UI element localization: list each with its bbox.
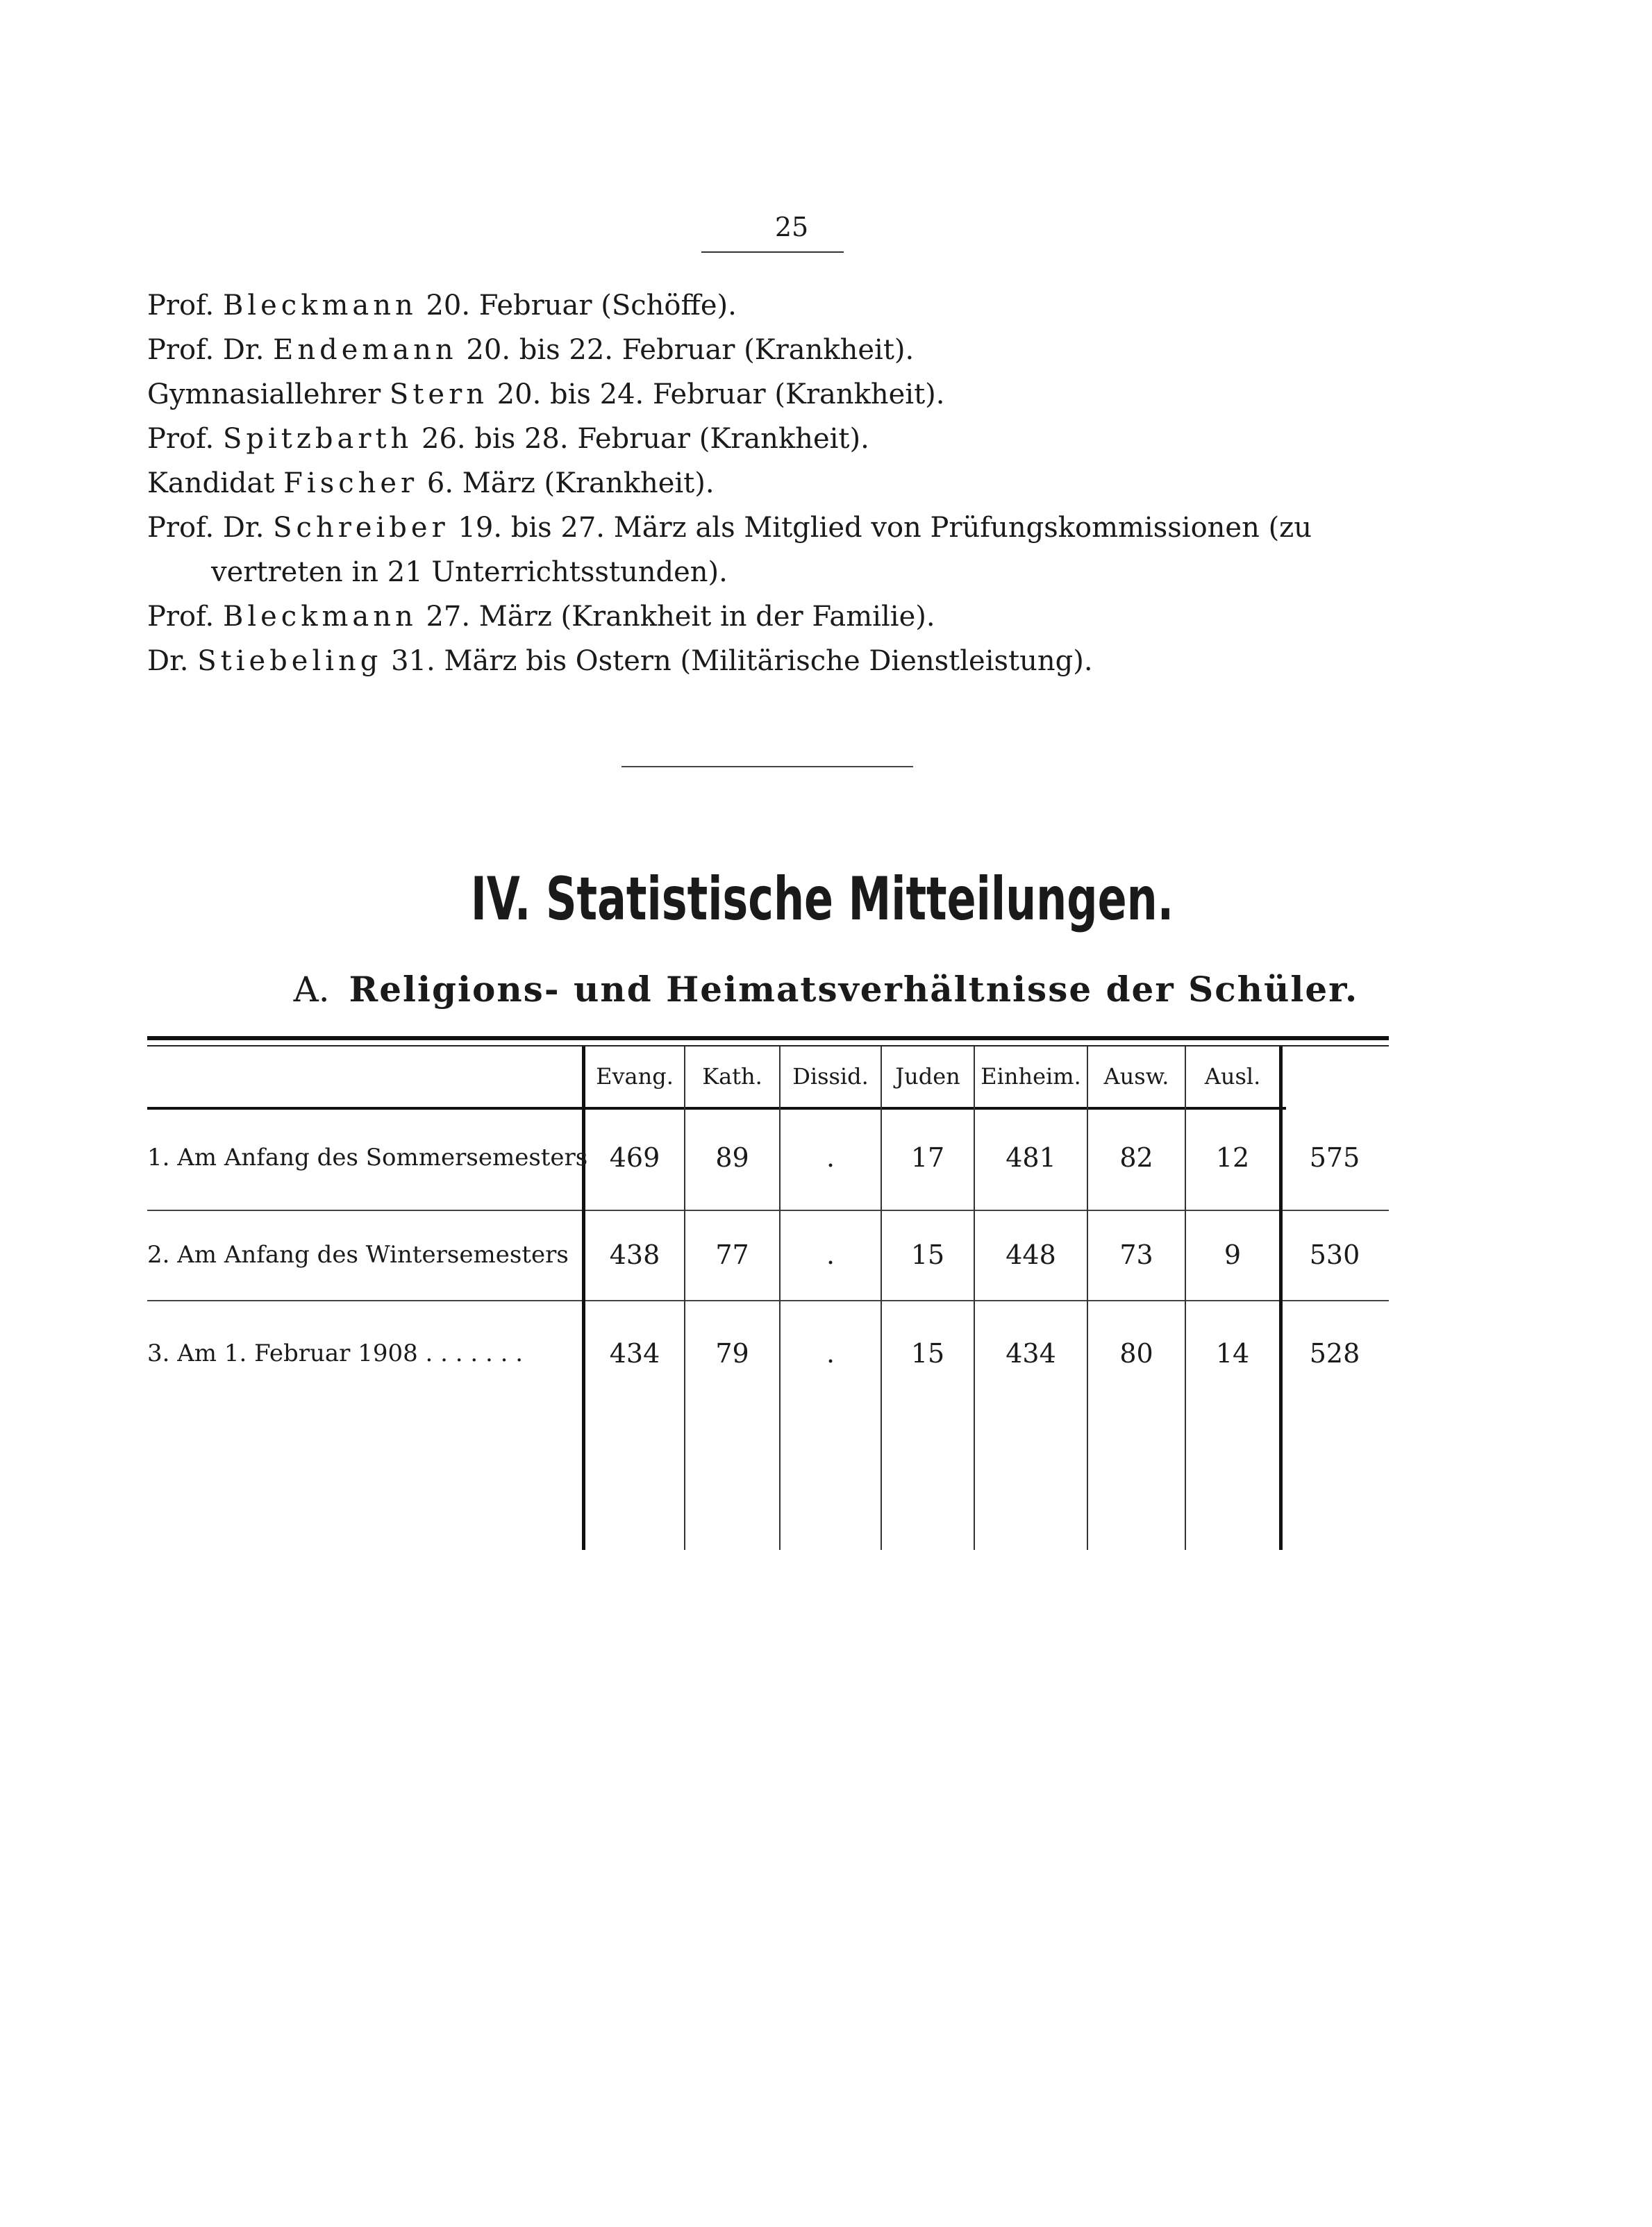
row-label: 3. Am 1. Februar 1908 . . . . . . . [147, 1340, 524, 1367]
row-rule [147, 1300, 1389, 1301]
absence-name: Fischer [283, 467, 419, 499]
table-cell: 438 [609, 1240, 660, 1270]
absence-detail: 19. bis 27. März als Mitglied von Prüfungskommissionen (zu [458, 512, 1312, 544]
column-rule [1185, 1046, 1186, 1550]
column-rule [1087, 1046, 1088, 1550]
table-cell-total: 530 [1309, 1240, 1360, 1270]
column-header-einheim: Einheim. [981, 1063, 1081, 1090]
absence-detail: 31. März bis Ostern (Militärische Dienstleistung). [391, 645, 1093, 677]
table-top-rule [147, 1036, 1389, 1040]
table-cell: 79 [715, 1338, 749, 1369]
table-cell-total: 528 [1309, 1338, 1360, 1369]
absence-entry [147, 594, 1467, 639]
absence-entry [147, 506, 1467, 550]
absence-name: Spitzbarth [222, 423, 413, 455]
section-title: IV. Statistische Mitteilungen. [470, 865, 1174, 934]
subsection-heading: Religions- und Heimatsverhältnisse der Schüler. [349, 969, 1359, 1010]
table-cell: 15 [910, 1338, 945, 1369]
absence-detail: 6. März (Krankheit). [426, 467, 715, 499]
absence-entry [147, 283, 1467, 328]
table-cell: . [826, 1338, 835, 1369]
absence-title: Prof. [147, 290, 215, 322]
absence-name: Bleckmann [222, 290, 417, 322]
column-header-ausl: Ausl. [1204, 1063, 1261, 1090]
absence-title: Dr. [147, 645, 189, 677]
table-cell: 80 [1119, 1338, 1153, 1369]
table-cell-total: 575 [1309, 1142, 1360, 1173]
absence-entry [147, 461, 1467, 506]
table-cell: 9 [1224, 1240, 1242, 1270]
absence-title: Prof. Dr. [147, 512, 265, 544]
absence-detail: 20. bis 24. Februar (Krankheit). [497, 378, 945, 410]
column-header-ausw: Ausw. [1103, 1063, 1169, 1090]
absence-title: Prof. [147, 601, 215, 633]
column-rule [582, 1046, 585, 1550]
table-cell: 434 [1006, 1338, 1056, 1369]
table-cell: 82 [1119, 1142, 1153, 1173]
table-cell: 469 [609, 1142, 660, 1173]
absence-detail: 27. März (Krankheit in der Familie). [426, 601, 935, 633]
absence-name: Bleckmann [222, 601, 417, 633]
absence-title: Kandidat [147, 467, 275, 499]
table-cell: 448 [1006, 1240, 1056, 1270]
section-divider [621, 766, 913, 767]
absence-entry [147, 417, 1467, 461]
column-header-kath: Kath. [702, 1063, 762, 1090]
subsection-letter: A. [293, 969, 330, 1010]
absence-detail: 20. bis 22. Februar (Krankheit). [466, 334, 915, 366]
absence-entry-continuation [147, 550, 1467, 594]
absence-list [147, 283, 1467, 683]
table-cell: 77 [715, 1240, 749, 1270]
column-header-dissid: Dissid. [792, 1063, 869, 1090]
table-cell: 12 [1215, 1142, 1250, 1173]
absence-title: Gymnasiallehrer [147, 378, 381, 410]
absence-detail: vertreten in 21 Unterrichtsstunden). [211, 556, 728, 588]
page-number-rule [701, 251, 844, 253]
absence-name: Endemann [273, 334, 458, 366]
row-label: 1. Am Anfang des Sommersemesters [147, 1144, 588, 1171]
column-rule [684, 1046, 685, 1550]
table-header-rule [147, 1107, 1286, 1110]
table-cell: 434 [609, 1338, 660, 1369]
table-cell: . [826, 1142, 835, 1173]
absence-name: Stiebeling [197, 645, 383, 677]
column-header-evang: Evang. [596, 1063, 674, 1090]
table-cell: 89 [715, 1142, 749, 1173]
table-cell: 17 [910, 1142, 945, 1173]
column-header-juden: Juden [895, 1063, 960, 1090]
table-cell: 73 [1119, 1240, 1153, 1270]
subsection-title [0, 969, 1652, 1010]
table-cell: 15 [910, 1240, 945, 1270]
absence-detail: 26. bis 28. Februar (Krankheit). [422, 423, 869, 455]
absence-name: Schreiber [273, 512, 449, 544]
column-rule [881, 1046, 882, 1550]
column-rule [1279, 1046, 1283, 1550]
row-rule [147, 1210, 1389, 1211]
absence-title: Prof. [147, 423, 215, 455]
absence-title: Prof. Dr. [147, 334, 265, 366]
absence-entry [147, 328, 1467, 372]
table-cell: 14 [1215, 1338, 1250, 1369]
absence-name: Stern [389, 378, 488, 410]
absence-entry [147, 372, 1467, 417]
absence-entry [147, 639, 1467, 683]
page-number: 25 [774, 212, 809, 242]
absence-detail: 20. Februar (Schöffe). [426, 290, 737, 322]
table-cell: . [826, 1240, 835, 1270]
row-label: 2. Am Anfang des Wintersemesters [147, 1241, 569, 1269]
table-cell: 481 [1006, 1142, 1056, 1173]
column-rule [779, 1046, 781, 1550]
column-rule [974, 1046, 975, 1550]
table-top-rule-thin [147, 1045, 1389, 1046]
